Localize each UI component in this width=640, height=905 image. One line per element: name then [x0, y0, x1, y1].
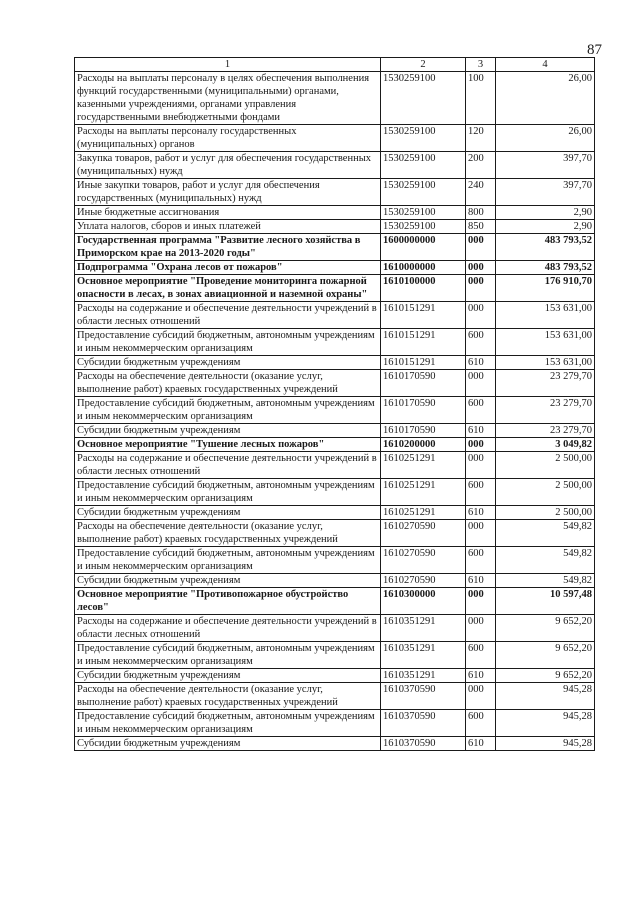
- row-code-cell: 1610370590: [381, 683, 466, 710]
- row-code-cell: 1530259100: [381, 179, 466, 206]
- row-name-cell: Основное мероприятие "Проведение мониторинга пожарной опасности в лесах, в зонах авиационной и наземной охраны": [75, 275, 381, 302]
- row-name-cell: Предоставление субсидий бюджетным, автономным учреждениям и иным некоммерческим организациям: [75, 329, 381, 356]
- row-amount-cell: 2 500,00: [496, 506, 595, 520]
- row-amount-cell: 26,00: [496, 72, 595, 125]
- row-code-cell: 1610351291: [381, 615, 466, 642]
- row-type-cell: 610: [466, 669, 496, 683]
- row-type-cell: 000: [466, 234, 496, 261]
- row-amount-cell: 549,82: [496, 574, 595, 588]
- row-type-cell: 000: [466, 438, 496, 452]
- table-row: [75, 72, 595, 125]
- row-amount-cell: 153 631,00: [496, 356, 595, 370]
- row-type-cell: 610: [466, 356, 496, 370]
- table-row: [75, 275, 595, 302]
- row-code-cell: 1610200000: [381, 438, 466, 452]
- row-code-cell: 1610370590: [381, 737, 466, 751]
- row-amount-cell: 549,82: [496, 520, 595, 547]
- row-name-cell: Расходы на выплаты персоналу государственных (муниципальных) органов: [75, 125, 381, 152]
- table-row: [75, 424, 595, 438]
- row-code-cell: 1610251291: [381, 506, 466, 520]
- row-amount-cell: 153 631,00: [496, 302, 595, 329]
- table-row: [75, 615, 595, 642]
- table-row: [75, 520, 595, 547]
- table-row: [75, 152, 595, 179]
- row-name-cell: Расходы на обеспечение деятельности (оказание услуг, выполнение работ) краевых государственных учреждений: [75, 683, 381, 710]
- row-code-cell: 1530259100: [381, 206, 466, 220]
- row-amount-cell: 2 500,00: [496, 452, 595, 479]
- row-amount-cell: 483 793,52: [496, 234, 595, 261]
- row-name-cell: Иные закупки товаров, работ и услуг для обеспечения государственных (муниципальных) нужд: [75, 179, 381, 206]
- column-header-3: 3: [466, 58, 496, 72]
- row-name-cell: Расходы на содержание и обеспечение деятельности учреждений в области лесных отношений: [75, 302, 381, 329]
- row-name-cell: Субсидии бюджетным учреждениям: [75, 356, 381, 370]
- row-name-cell: Государственная программа "Развитие лесного хозяйства в Приморском крае на 2013-2020 годы": [75, 234, 381, 261]
- table-row: [75, 329, 595, 356]
- row-amount-cell: 23 279,70: [496, 424, 595, 438]
- row-code-cell: 1610151291: [381, 329, 466, 356]
- row-name-cell: Предоставление субсидий бюджетным, автономным учреждениям и иным некоммерческим организациям: [75, 710, 381, 737]
- row-code-cell: 1600000000: [381, 234, 466, 261]
- row-type-cell: 240: [466, 179, 496, 206]
- row-amount-cell: 9 652,20: [496, 642, 595, 669]
- row-type-cell: 000: [466, 683, 496, 710]
- row-type-cell: 610: [466, 737, 496, 751]
- row-code-cell: 1610100000: [381, 275, 466, 302]
- row-name-cell: Закупка товаров, работ и услуг для обеспечения государственных (муниципальных) нужд: [75, 152, 381, 179]
- row-name-cell: Субсидии бюджетным учреждениям: [75, 669, 381, 683]
- row-code-cell: 1610151291: [381, 302, 466, 329]
- row-type-cell: 000: [466, 520, 496, 547]
- row-type-cell: 000: [466, 452, 496, 479]
- table-row: [75, 370, 595, 397]
- row-code-cell: 1610351291: [381, 669, 466, 683]
- row-code-cell: 1610251291: [381, 452, 466, 479]
- row-type-cell: 100: [466, 72, 496, 125]
- table-row: [75, 737, 595, 751]
- row-amount-cell: 10 597,48: [496, 588, 595, 615]
- row-code-cell: 1610270590: [381, 574, 466, 588]
- table-row: [75, 234, 595, 261]
- table-row: [75, 588, 595, 615]
- table-row: [75, 452, 595, 479]
- row-name-cell: Субсидии бюджетным учреждениям: [75, 574, 381, 588]
- table-row: [75, 206, 595, 220]
- table-row: [75, 397, 595, 424]
- row-type-cell: 120: [466, 125, 496, 152]
- table-row: [75, 302, 595, 329]
- row-name-cell: Расходы на содержание и обеспечение деятельности учреждений в области лесных отношений: [75, 452, 381, 479]
- table-row: [75, 220, 595, 234]
- row-type-cell: 600: [466, 329, 496, 356]
- row-name-cell: Предоставление субсидий бюджетным, автономным учреждениям и иным некоммерческим организациям: [75, 642, 381, 669]
- row-amount-cell: 26,00: [496, 125, 595, 152]
- row-type-cell: 600: [466, 547, 496, 574]
- row-amount-cell: 176 910,70: [496, 275, 595, 302]
- row-type-cell: 000: [466, 275, 496, 302]
- row-type-cell: 600: [466, 642, 496, 669]
- row-amount-cell: 945,28: [496, 737, 595, 751]
- column-header-1: 1: [75, 58, 381, 72]
- row-name-cell: Субсидии бюджетным учреждениям: [75, 424, 381, 438]
- row-code-cell: 1610251291: [381, 479, 466, 506]
- row-code-cell: 1610270590: [381, 547, 466, 574]
- table-header-row: [75, 58, 595, 72]
- row-name-cell: Предоставление субсидий бюджетным, автономным учреждениям и иным некоммерческим организациям: [75, 547, 381, 574]
- row-amount-cell: 397,70: [496, 179, 595, 206]
- row-amount-cell: 9 652,20: [496, 669, 595, 683]
- row-type-cell: 610: [466, 506, 496, 520]
- row-name-cell: Расходы на обеспечение деятельности (оказание услуг, выполнение работ) краевых государственных учреждений: [75, 370, 381, 397]
- row-amount-cell: 3 049,82: [496, 438, 595, 452]
- row-code-cell: 1610370590: [381, 710, 466, 737]
- row-code-cell: 1530259100: [381, 220, 466, 234]
- row-type-cell: 600: [466, 397, 496, 424]
- row-amount-cell: 9 652,20: [496, 615, 595, 642]
- row-type-cell: 850: [466, 220, 496, 234]
- row-type-cell: 000: [466, 370, 496, 397]
- row-code-cell: 1610270590: [381, 520, 466, 547]
- row-type-cell: 000: [466, 261, 496, 275]
- row-amount-cell: 153 631,00: [496, 329, 595, 356]
- row-amount-cell: 945,28: [496, 710, 595, 737]
- row-type-cell: 000: [466, 615, 496, 642]
- row-code-cell: 1610300000: [381, 588, 466, 615]
- row-code-cell: 1610151291: [381, 356, 466, 370]
- row-amount-cell: 397,70: [496, 152, 595, 179]
- row-name-cell: Субсидии бюджетным учреждениям: [75, 737, 381, 751]
- row-name-cell: Предоставление субсидий бюджетным, автономным учреждениям и иным некоммерческим организациям: [75, 479, 381, 506]
- table-body: [75, 72, 595, 751]
- row-type-cell: 610: [466, 424, 496, 438]
- row-name-cell: Субсидии бюджетным учреждениям: [75, 506, 381, 520]
- table-row: [75, 261, 595, 275]
- table-row: [75, 642, 595, 669]
- row-type-cell: 610: [466, 574, 496, 588]
- row-amount-cell: 23 279,70: [496, 397, 595, 424]
- row-name-cell: Подпрограмма "Охрана лесов от пожаров": [75, 261, 381, 275]
- row-code-cell: 1610170590: [381, 397, 466, 424]
- column-header-2: 2: [381, 58, 466, 72]
- row-code-cell: 1610000000: [381, 261, 466, 275]
- row-code-cell: 1530259100: [381, 125, 466, 152]
- table-row: [75, 506, 595, 520]
- column-header-4: 4: [496, 58, 595, 72]
- row-code-cell: 1610170590: [381, 424, 466, 438]
- budget-table: [74, 57, 595, 751]
- table-row: [75, 574, 595, 588]
- row-amount-cell: 2,90: [496, 206, 595, 220]
- row-type-cell: 600: [466, 710, 496, 737]
- row-amount-cell: 549,82: [496, 547, 595, 574]
- row-name-cell: Расходы на содержание и обеспечение деятельности учреждений в области лесных отношений: [75, 615, 381, 642]
- row-type-cell: 000: [466, 302, 496, 329]
- table-row: [75, 669, 595, 683]
- row-code-cell: 1610351291: [381, 642, 466, 669]
- table-row: [75, 479, 595, 506]
- row-name-cell: Уплата налогов, сборов и иных платежей: [75, 220, 381, 234]
- row-name-cell: Расходы на выплаты персоналу в целях обеспечения выполнения функций государственными (муниципальными) органами, казенными учреждениями, органами управления государственными внебюджетными фондами: [75, 72, 381, 125]
- table-row: [75, 710, 595, 737]
- row-amount-cell: 483 793,52: [496, 261, 595, 275]
- row-type-cell: 800: [466, 206, 496, 220]
- row-type-cell: 600: [466, 479, 496, 506]
- row-amount-cell: 945,28: [496, 683, 595, 710]
- row-name-cell: Основное мероприятие "Тушение лесных пожаров": [75, 438, 381, 452]
- table-row: [75, 683, 595, 710]
- table-row: [75, 438, 595, 452]
- table-row: [75, 356, 595, 370]
- row-code-cell: 1530259100: [381, 72, 466, 125]
- row-amount-cell: 2,90: [496, 220, 595, 234]
- row-code-cell: 1610170590: [381, 370, 466, 397]
- row-name-cell: Основное мероприятие "Противопожарное обустройство лесов": [75, 588, 381, 615]
- row-amount-cell: 23 279,70: [496, 370, 595, 397]
- table-row: [75, 547, 595, 574]
- row-type-cell: 000: [466, 588, 496, 615]
- table-row: [75, 125, 595, 152]
- row-name-cell: Расходы на обеспечение деятельности (оказание услуг, выполнение работ) краевых государственных учреждений: [75, 520, 381, 547]
- row-name-cell: Иные бюджетные ассигнования: [75, 206, 381, 220]
- page-number: 87: [587, 42, 602, 58]
- row-code-cell: 1530259100: [381, 152, 466, 179]
- row-amount-cell: 2 500,00: [496, 479, 595, 506]
- table-row: [75, 179, 595, 206]
- row-name-cell: Предоставление субсидий бюджетным, автономным учреждениям и иным некоммерческим организациям: [75, 397, 381, 424]
- row-type-cell: 200: [466, 152, 496, 179]
